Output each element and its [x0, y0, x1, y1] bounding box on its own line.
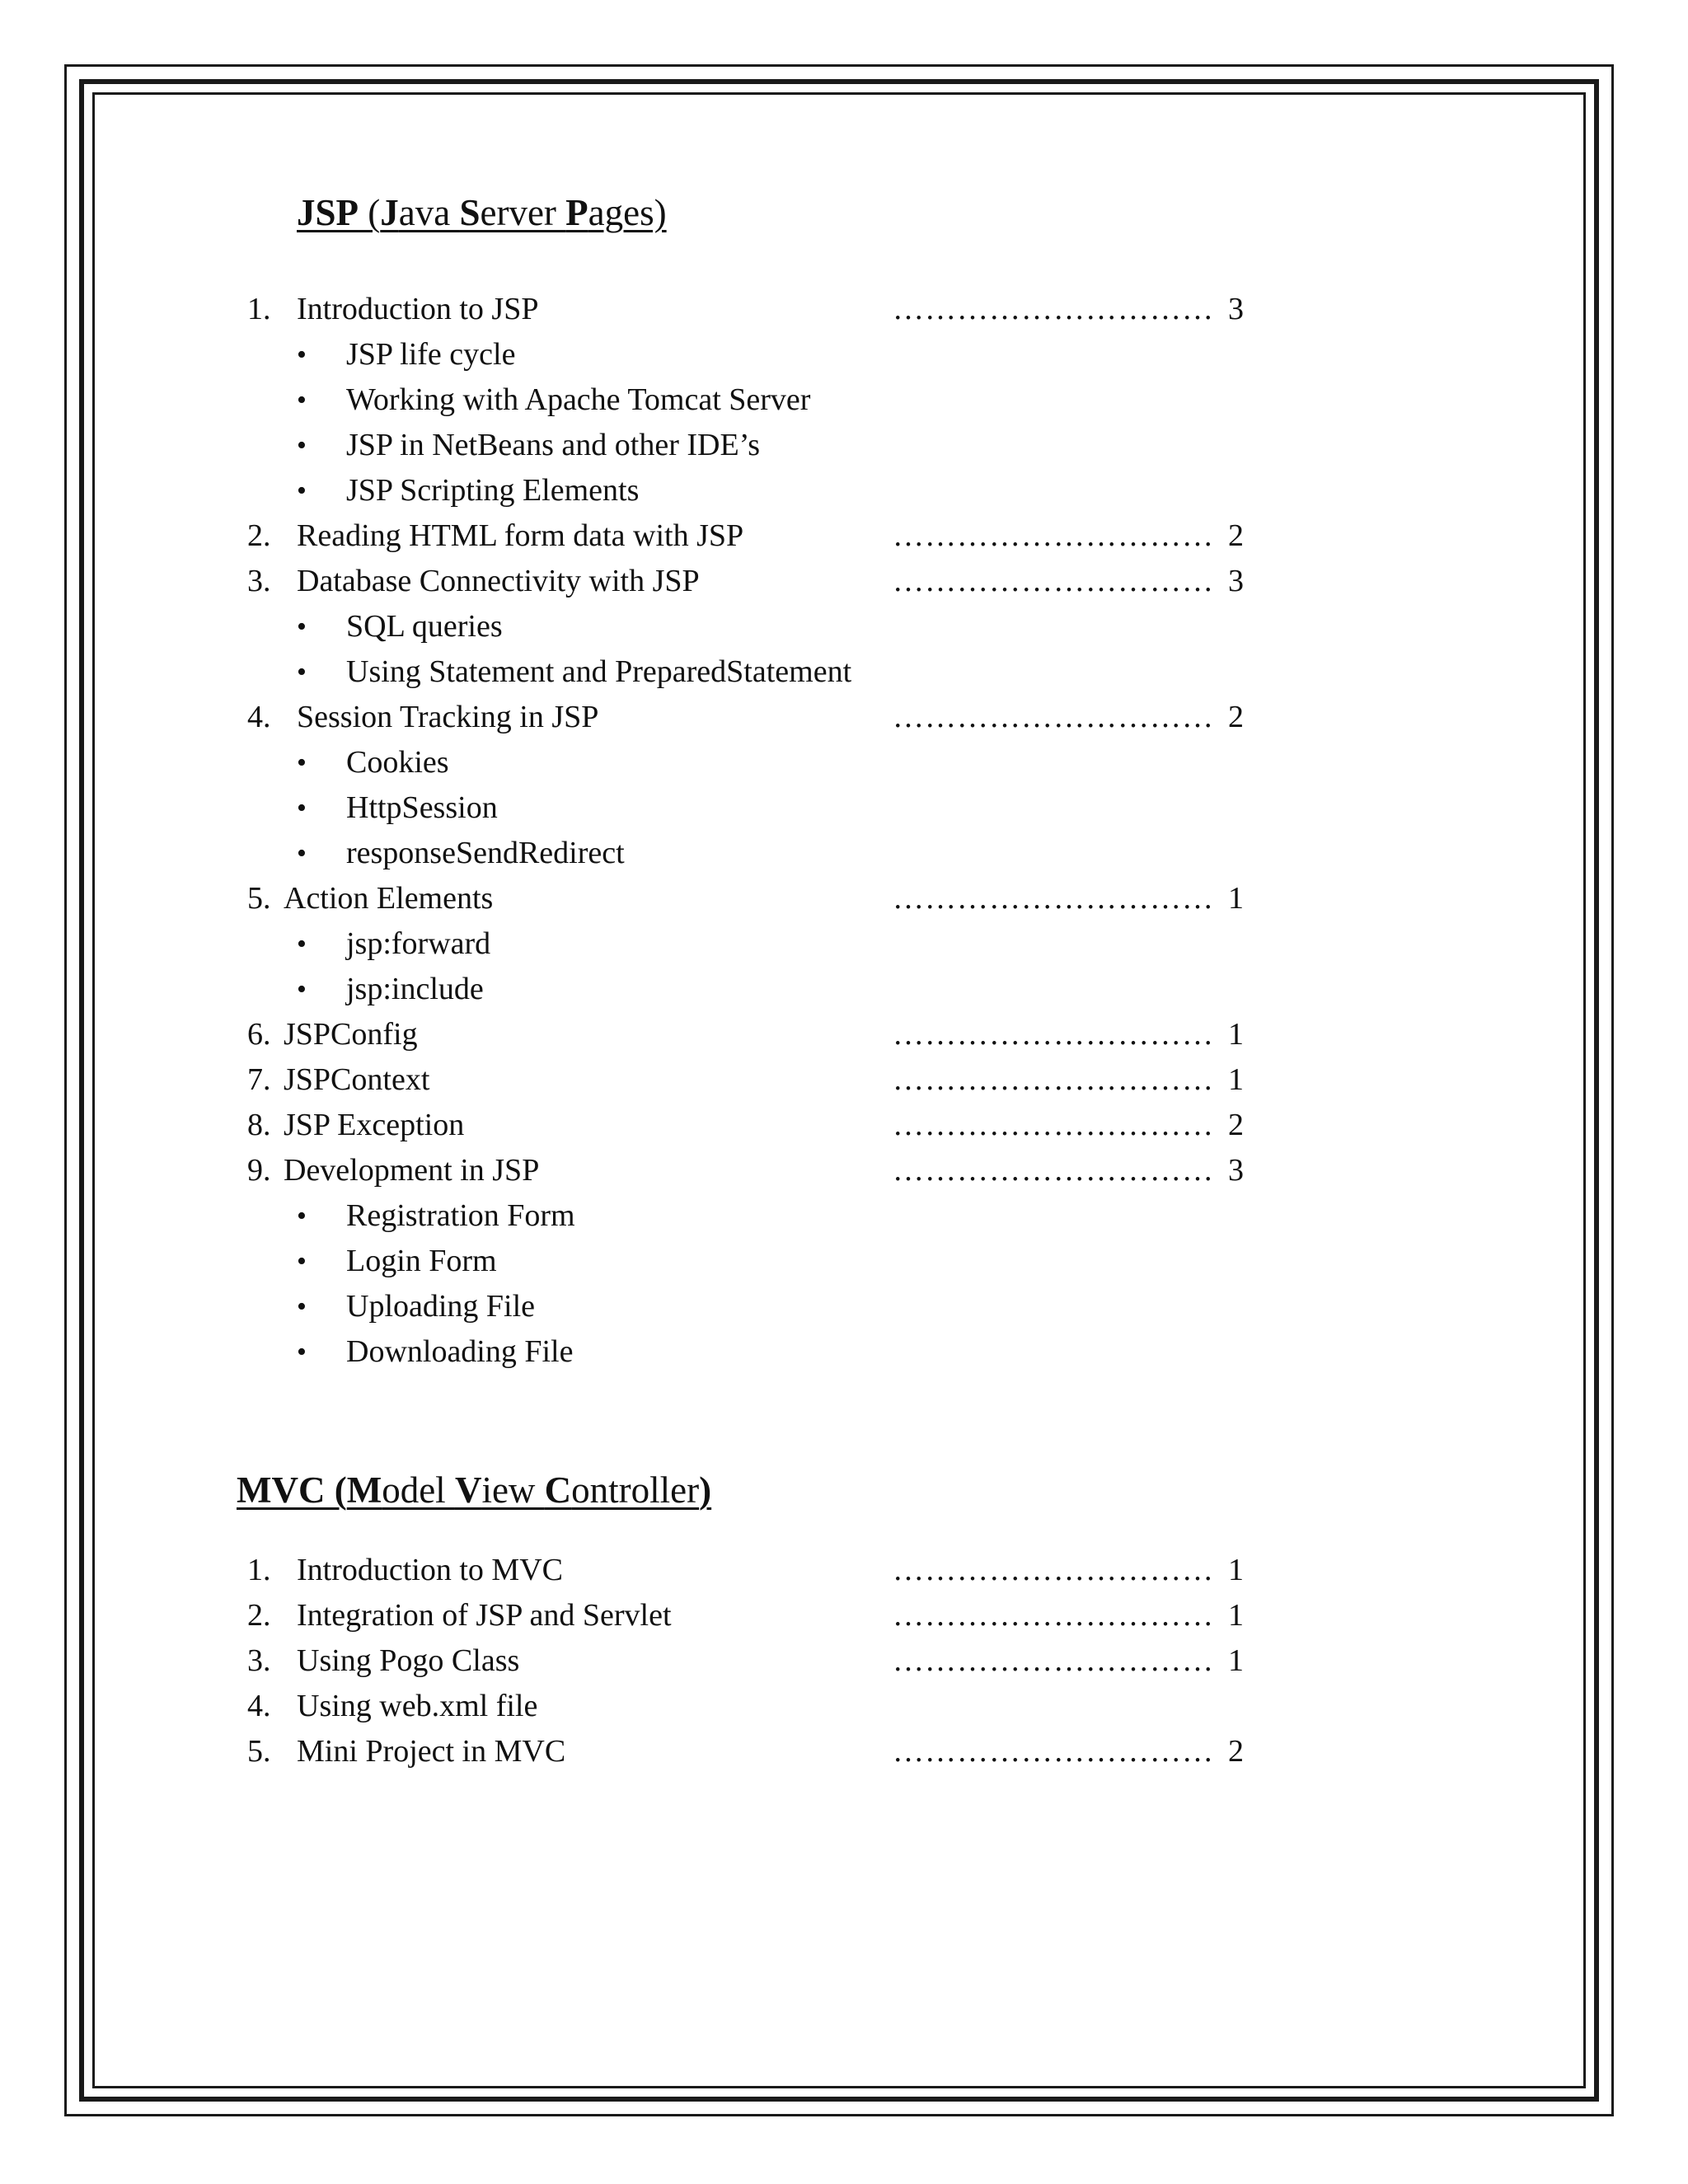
bullet-icon: •: [297, 793, 307, 823]
jsp-heading-part: J: [380, 192, 399, 233]
toc-subitem: [0, 377, 1688, 423]
toc-leader-dots: …………………………: [893, 1598, 1214, 1633]
toc-page-count: 1: [1228, 1553, 1244, 1587]
toc-leader-dots: …………………………: [893, 1734, 1214, 1769]
jsp-heading-part: S: [459, 192, 481, 233]
toc-item-label: Development in JSP: [284, 1153, 540, 1188]
mvc-heading-part: M: [346, 1469, 382, 1511]
toc-item: [0, 1638, 1688, 1684]
toc-item-label: JSP in NetBeans and other IDE’s: [346, 428, 761, 462]
toc-page-count: 2: [1228, 700, 1244, 734]
toc-item-label: Uploading File: [346, 1289, 536, 1324]
toc-item-label: Using Pogo Class: [297, 1643, 520, 1678]
toc-leader-dots: …………………………: [893, 1643, 1214, 1678]
toc-page-count: 1: [1228, 1062, 1244, 1097]
toc-item-label: HttpSession: [346, 790, 498, 825]
toc-item-label: Database Connectivity with JSP: [297, 564, 700, 598]
toc-leader-dots: …………………………: [893, 700, 1214, 734]
toc-leader-dots: …………………………: [893, 1108, 1214, 1142]
toc-page-count: 3: [1228, 564, 1244, 598]
toc-item-number: 7.: [247, 1062, 271, 1097]
bullet-icon: •: [297, 748, 307, 778]
jsp-heading-part: JSP: [297, 192, 359, 233]
toc-item-label: Cookies: [346, 745, 449, 780]
toc-item-label: Registration Form: [346, 1198, 575, 1233]
toc-item-number: 3.: [247, 564, 271, 598]
toc-item-label: Introduction to JSP: [297, 292, 539, 326]
toc-item-label: Using web.xml file: [297, 1689, 538, 1723]
toc-item-label: Working with Apache Tomcat Server: [346, 382, 811, 417]
toc-item: [0, 1148, 1688, 1193]
toc-leader-dots: …………………………: [893, 1553, 1214, 1587]
mvc-heading-part: ontroller: [571, 1469, 700, 1511]
toc-item-label: Integration of JSP and Servlet: [297, 1598, 672, 1633]
toc-item: [0, 287, 1688, 332]
toc-subitem: [0, 785, 1688, 831]
mvc-heading-part: iew: [481, 1469, 545, 1511]
toc-subitem: [0, 604, 1688, 649]
toc-subitem: [0, 1284, 1688, 1329]
toc-item-label: JSPContext: [284, 1062, 430, 1097]
mvc-heading-part: MVC (: [237, 1469, 347, 1511]
toc-item-label: Action Elements: [284, 881, 494, 916]
toc-subitem: [0, 1329, 1688, 1375]
toc-page-count: 1: [1228, 1017, 1244, 1052]
toc-subitem: [0, 967, 1688, 1012]
toc-item-number: 2.: [247, 1598, 271, 1633]
mvc-section-heading: [237, 1469, 711, 1511]
toc-subitem: [0, 831, 1688, 876]
toc-item-label: jsp:forward: [346, 926, 491, 961]
toc-item-number: 3.: [247, 1643, 271, 1678]
jsp-heading-part: ava: [398, 192, 460, 233]
toc-item-number: 9.: [247, 1153, 271, 1188]
toc-item-label: Downloading File: [346, 1334, 574, 1369]
toc-item-number: 2.: [247, 518, 271, 553]
jsp-heading-part: (: [359, 192, 381, 233]
mvc-table-of-contents: [0, 1548, 1688, 1774]
toc-item-number: 6.: [247, 1017, 271, 1052]
toc-item-label: Session Tracking in JSP: [297, 700, 599, 734]
toc-subitem: [0, 468, 1688, 513]
toc-item-number: 1.: [247, 1553, 271, 1587]
bullet-icon: •: [297, 430, 307, 461]
toc-item: [0, 695, 1688, 740]
bullet-icon: •: [297, 838, 307, 869]
toc-subitem: [0, 740, 1688, 785]
toc-page-count: 2: [1228, 1734, 1244, 1769]
toc-leader-dots: …………………………: [893, 292, 1214, 326]
jsp-heading-part: erver: [480, 192, 566, 233]
jsp-heading-part: P: [565, 192, 588, 233]
toc-item-label: Reading HTML form data with JSP: [297, 518, 744, 553]
toc-item-number: 1.: [247, 292, 271, 326]
toc-item-number: 4.: [247, 1689, 271, 1723]
toc-item-label: JSP life cycle: [346, 337, 516, 372]
bullet-icon: •: [297, 974, 307, 1005]
toc-item-label: JSPConfig: [284, 1017, 418, 1052]
toc-item-label: Using Statement and PreparedStatement: [346, 654, 852, 689]
toc-page-count: 2: [1228, 518, 1244, 553]
toc-item-number: 5.: [247, 1734, 271, 1769]
jsp-table-of-contents: [0, 287, 1688, 1375]
toc-subitem: [0, 921, 1688, 967]
toc-item-label: Mini Project in MVC: [297, 1734, 566, 1769]
bullet-icon: •: [297, 340, 307, 370]
toc-item-number: 8.: [247, 1108, 271, 1142]
bullet-icon: •: [297, 657, 307, 687]
mvc-heading-part: ): [699, 1469, 712, 1511]
toc-item: [0, 876, 1688, 921]
toc-item: [0, 513, 1688, 559]
toc-item-number: 5.: [247, 881, 271, 916]
toc-item: [0, 1593, 1688, 1638]
bullet-icon: •: [297, 1291, 307, 1322]
bullet-icon: •: [297, 1246, 307, 1277]
bullet-icon: •: [297, 1337, 307, 1367]
toc-item-label: JSP Exception: [284, 1108, 465, 1142]
toc-page-count: 1: [1228, 1643, 1244, 1678]
toc-subitem: [0, 649, 1688, 695]
toc-page-count: 2: [1228, 1108, 1244, 1142]
mvc-heading-part: V: [454, 1469, 482, 1511]
toc-page-count: 3: [1228, 292, 1244, 326]
toc-item-label: SQL queries: [346, 609, 503, 644]
mvc-heading-part: C: [544, 1469, 572, 1511]
bullet-icon: •: [297, 385, 307, 415]
toc-subitem: [0, 332, 1688, 377]
toc-item-label: jsp:include: [346, 972, 484, 1006]
toc-item: [0, 1729, 1688, 1774]
toc-item: [0, 1012, 1688, 1057]
toc-leader-dots: …………………………: [893, 1017, 1214, 1052]
toc-item: [0, 1103, 1688, 1148]
jsp-heading-part: ages): [588, 192, 667, 233]
toc-leader-dots: …………………………: [893, 881, 1214, 916]
bullet-icon: •: [297, 612, 307, 642]
bullet-icon: •: [297, 1201, 307, 1231]
toc-item-label: Introduction to MVC: [297, 1553, 563, 1587]
toc-item-label: Login Form: [346, 1244, 497, 1278]
toc-item: [0, 559, 1688, 604]
toc-leader-dots: …………………………: [893, 1153, 1214, 1188]
bullet-icon: •: [297, 929, 307, 959]
toc-subitem: [0, 423, 1688, 468]
toc-leader-dots: …………………………: [893, 1062, 1214, 1097]
toc-leader-dots: …………………………: [893, 564, 1214, 598]
toc-subitem: [0, 1193, 1688, 1239]
jsp-section-heading: [297, 191, 667, 234]
toc-item: [0, 1057, 1688, 1103]
toc-leader-dots: …………………………: [893, 518, 1214, 553]
toc-page-count: 1: [1228, 1598, 1244, 1633]
toc-item: [0, 1684, 1688, 1729]
toc-subitem: [0, 1239, 1688, 1284]
toc-item: [0, 1548, 1688, 1593]
toc-item-number: 4.: [247, 700, 271, 734]
toc-page-count: 1: [1228, 881, 1244, 916]
toc-item-label: responseSendRedirect: [346, 836, 625, 870]
toc-page-count: 3: [1228, 1153, 1244, 1188]
mvc-heading-part: odel: [382, 1469, 455, 1511]
toc-item-label: JSP Scripting Elements: [346, 473, 640, 508]
bullet-icon: •: [297, 476, 307, 506]
